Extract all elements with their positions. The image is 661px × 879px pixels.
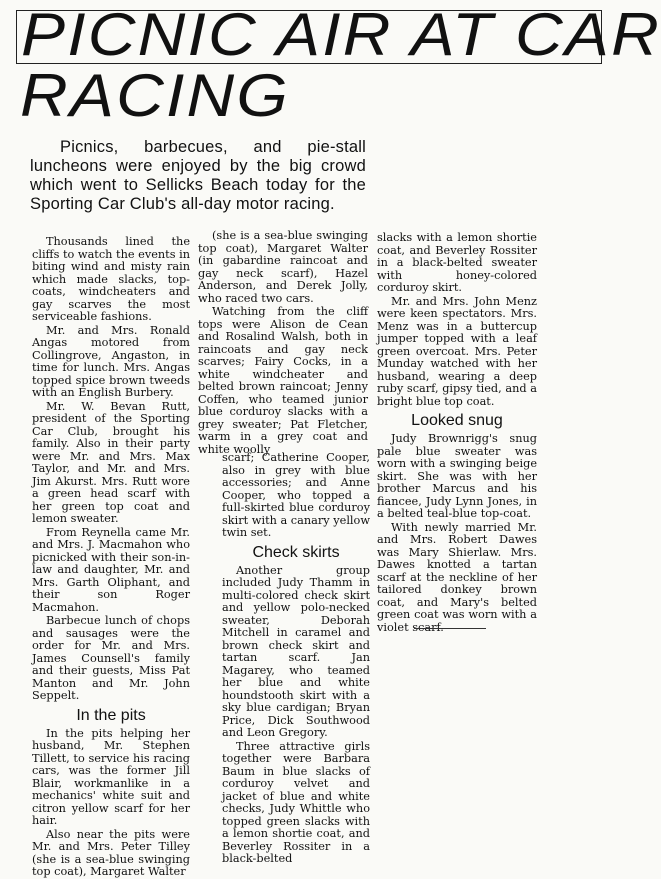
column-3 (377, 232, 537, 636)
paragraph: Three attractive girls together were Barbara Baum in blue slacks of corduroy velvet and jacket of blue and white checks, Judy Whittle who topped green slacks with a lemon shortie coat, and Beverley Rossiter in a black-belted (222, 739, 370, 865)
subheading-check-skirts: Check skirts (252, 543, 340, 561)
column-2-bottom (222, 451, 371, 865)
headline-line-1: PICNIC AIR AT CAR (21, 1, 661, 68)
paragraph: Also near the pits were Mr. and Mrs. Peter Tilley (she is a sea-blue swinging top coat), Margaret Walter (32, 827, 190, 878)
paragraph: Watching from the cliff tops were Alison de Cean and Rosalind Walsh, both in raincoats and gay neck scarves; Fairy Cocks, in a white windcheater and belted brown raincoat; Jenny Coffen, who teamed junior blue corduroy slacks with a grey sweater; Pat Fletcher, warm in a grey coat and white woolly (198, 305, 368, 456)
subheading-in-the-pits: In the pits (76, 706, 146, 724)
paragraph: Mr. W. Bevan Rutt, president of the Sporting Car Club, brought his family. Also in their party were Mr. and Mrs. Max Taylor, and Mr. and Mrs. Jim Akurst. Mrs. Rutt wore a green head scarf with her green top coat and lemon sweater. (32, 399, 190, 525)
column-2-top (198, 229, 368, 456)
paragraph: With newly married Mr. and Mrs. Robert Dawes was Mary Shierlaw. Mrs. Dawes knotted a tartan scarf at the neckline of her tailored donkey brown coat, and Mary's belted green coat was worn with a violet scarf. (377, 520, 537, 634)
column-1 (32, 235, 190, 878)
paragraph: Barbecue lunch of chops and sausages were the order for Mr. and Mrs. James Counsell's family and their guests, Miss Pat Manton and Mr. John Seppelt. (32, 614, 190, 702)
article-deck: Picnics, barbecues, and pie-stall luncheons were enjoyed by the big crowd which went to Sellicks Beach today for the Sporting Car Club's all-day motor racing. (30, 138, 366, 213)
paragraph: Thousands lined the cliffs to watch the events in biting wind and misty rain which made slacks, top-coats, windcheaters and gay scarves the most serviceable fashions. (32, 235, 190, 323)
end-rule (414, 628, 486, 629)
headline-line-2: RACING (20, 62, 290, 129)
headline-box (16, 1, 661, 68)
paragraph: Mr. and Mrs. Ronald Angas motored from Collingrove, Angaston, in time for lunch. Mrs. Angas topped spice brown tweeds with an English Burbery. (32, 323, 190, 399)
subheading-looked-snug: Looked snug (411, 412, 503, 429)
paragraph: slacks with a lemon shortie coat, and Beverley Rossiter in a black-belted sweater with honey-colored corduroy skirt. (377, 231, 537, 294)
paragraph: Judy Brownrigg's snug pale blue sweater was worn with a swinging beige skirt. She was with her brother Marcus and his fiancee, Judy Lynn Jones, in a belted teal-blue top-coat. (377, 432, 537, 520)
paragraph: Mr. and Mrs. John Menz were keen spectators. Mrs. Menz was in a buttercup jumper topped with a leaf green overcoat. Mrs. Peter Munday watched with her husband, wearing a deep ruby scarf, gipsy tied, and a bright blue top coat. (377, 294, 537, 408)
paragraph: scarf; Catherine Cooper, also in grey with blue accessories; and Anne Cooper, who topped a full-skirted blue corduroy skirt with a canary yellow twin set. (222, 451, 371, 539)
paragraph: Another group included Judy Thamm in multi-colored check skirt and yellow polo-necked sweater, Deborah Mitchell in caramel and brown check skirt and tartan scarf. Jan Magarey, who teamed her blue and white houndstooth skirt with a sky blue cardigan; Bryan Price, Dick Southwood and Leon Gregory. (222, 563, 370, 739)
paragraph: In the pits helping her husband, Mr. Stephen Tillett, to service his racing cars, was the former Jill Blair, workmanlike in a mechanics' white suit and citron yellow scarf for her hair. (32, 726, 190, 827)
paragraph: (she is a sea-blue swinging top coat), Margaret Walter (in gabardine raincoat and gay neck scarf), Hazel Anderson, and Derek Jolly, who raced two cars. (198, 229, 368, 305)
paragraph: From Reynella came Mr. and Mrs. J. Macmahon who picnicked with their son-in-law and daughter, Mr. and Mrs. Garth Oliphant, and their son Roger Macmahon. (32, 525, 190, 614)
